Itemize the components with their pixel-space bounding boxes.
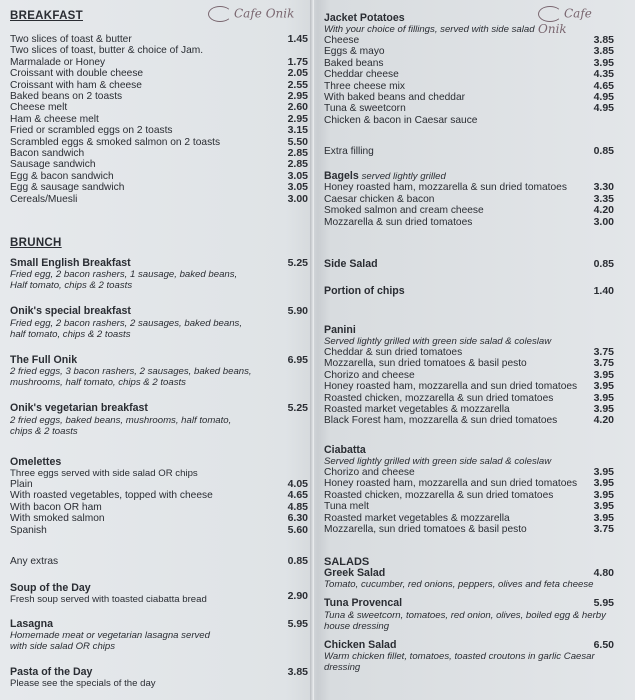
pasta-desc: Please see the specials of the day <box>10 678 156 690</box>
breakfast-item-price: 2.05 <box>287 67 308 80</box>
panini-item-name: Chorizo and cheese <box>324 369 415 381</box>
ciabatta-desc: Served lightly grilled with green side salad & coleslaw <box>324 456 552 467</box>
panini-title: Panini <box>324 324 356 336</box>
panini-item-name: Honey roasted ham, mozzarella and sun dried tomatoes <box>324 381 578 393</box>
ciabatta-list <box>324 467 620 535</box>
ciabatta-item-name: Chorizo and cheese <box>324 467 415 478</box>
side-salad-price: 0.85 <box>593 258 614 270</box>
panini-item-name: Roasted market vegetables & mozzarella <box>324 404 510 416</box>
brunch-item <box>10 257 308 292</box>
salad-desc: Warm chicken fillet, tomatoes, toasted croutons in garlic Caesar <box>324 651 595 663</box>
omelette-row <box>10 489 308 502</box>
jacket-item-name: Tuna & sweetcorn <box>324 103 406 115</box>
side-salad-row <box>324 259 620 270</box>
bagel-item-price: 3.30 <box>593 181 614 194</box>
ciabatta-item-price: 3.75 <box>593 523 614 536</box>
salad-price: 6.50 <box>593 638 614 651</box>
salad-desc: house dressing <box>324 620 390 632</box>
breakfast-item-price: 2.85 <box>287 147 308 160</box>
ciabatta-item-name: Roasted market vegetables & mozzarella <box>324 512 510 524</box>
panini-item-row <box>324 347 620 358</box>
jacket-list <box>324 35 620 126</box>
jacket-item-name: Chicken & bacon in Caesar sauce <box>324 114 478 126</box>
breakfast-item-name: Bacon sandwich <box>10 148 85 160</box>
brunch-title-row <box>10 257 308 269</box>
chips-name: Portion of chips <box>324 285 405 297</box>
ciabatta-section <box>324 444 620 535</box>
omelettes-title: Omelettes <box>10 456 62 468</box>
panini-list <box>324 347 620 427</box>
breakfast-item-name: Croissant with double cheese <box>10 68 144 80</box>
soup-desc: Fresh soup served with toasted ciabatta bread <box>10 594 207 606</box>
brunch-title: Onik's special breakfast <box>10 305 131 318</box>
ciabatta-item-row <box>324 524 620 535</box>
lasagna-section <box>10 618 308 653</box>
ciabatta-item-name: Tuna melt <box>324 501 369 513</box>
bagel-item-price: 4.20 <box>593 204 614 217</box>
swirl-icon <box>208 6 232 22</box>
page-fold <box>310 0 314 700</box>
panini-item-price: 3.95 <box>593 368 614 381</box>
omelettes-section <box>10 456 308 536</box>
lasagna-desc-2: with side salad OR chips <box>10 641 116 653</box>
breakfast-item-name: Scrambled eggs & smoked salmon on 2 toasts <box>10 136 221 148</box>
omelette-row <box>10 500 308 513</box>
panini-item-name: Mozzarella, sun dried tomatoes & basil pesto <box>324 358 527 370</box>
breakfast-item-row <box>10 169 308 182</box>
panini-item-row <box>324 381 620 392</box>
bagel-item-name: Caesar chicken & bacon <box>324 193 435 205</box>
omelette-row <box>10 523 308 536</box>
brunch-desc: mushrooms, half tomato, chips & 2 toasts <box>10 377 186 389</box>
bagel-item-row <box>324 217 620 228</box>
brunch-price: 5.90 <box>287 305 308 318</box>
ciabatta-item-row <box>324 478 620 489</box>
breakfast-heading: BREAKFAST <box>10 10 83 22</box>
brunch-desc: 2 fried eggs, baked beans, mushrooms, half tomato, <box>10 414 232 426</box>
lasagna-title: Lasagna <box>10 618 53 630</box>
omelette-price: 4.05 <box>287 478 308 490</box>
jacket-item-row <box>324 115 620 126</box>
breakfast-item-row <box>10 33 308 45</box>
breakfast-item-name: Ham & cheese melt <box>10 113 99 125</box>
breakfast-item-row <box>10 147 308 160</box>
breakfast-item-row <box>10 101 308 114</box>
extra-filling-price: 0.85 <box>593 145 614 157</box>
omelette-price: 6.30 <box>287 512 308 525</box>
breakfast-item-row <box>10 124 308 137</box>
breakfast-item-price: 2.95 <box>287 112 308 125</box>
jacket-item-price: 3.85 <box>593 34 614 46</box>
chips-price: 1.40 <box>593 285 614 297</box>
soup-title: Soup of the Day <box>10 582 91 594</box>
brunch-item <box>10 353 308 389</box>
lasagna-price: 5.95 <box>287 618 308 630</box>
bagels-list <box>324 182 620 228</box>
jacket-item-price: 3.85 <box>593 45 614 58</box>
jacket-item-price: 3.95 <box>593 56 614 69</box>
omelette-row <box>10 512 308 525</box>
jacket-section <box>324 12 620 126</box>
salad-price: 5.95 <box>593 597 614 610</box>
breakfast-item-row <box>10 55 308 68</box>
panini-item-row <box>324 393 620 404</box>
extras-price: 0.85 <box>287 555 308 567</box>
ciabatta-title: Ciabatta <box>324 444 366 456</box>
panini-item-price: 3.95 <box>593 391 614 404</box>
breakfast-item-price: 3.05 <box>287 169 308 182</box>
brunch-price: 6.95 <box>287 353 308 366</box>
panini-item-name: Black Forest ham, mozzarella & sun dried tomatoes <box>324 415 558 427</box>
breakfast-item-name: Egg & sausage sandwich <box>10 182 125 194</box>
bagels-subtitle: served lightly grilled <box>361 171 446 182</box>
soup-price: 2.90 <box>287 590 308 602</box>
breakfast-item-name: Cereals/Muesli <box>10 193 78 205</box>
extra-filling-row <box>324 146 620 157</box>
panini-section <box>324 324 620 427</box>
salad-desc: dressing <box>324 662 361 674</box>
ciabatta-item-row <box>324 513 620 524</box>
jacket-item-row <box>324 46 620 57</box>
breakfast-item-price: 2.85 <box>287 158 308 171</box>
jacket-desc: With your choice of fillings, served with side salad <box>324 24 535 35</box>
omelette-row <box>10 478 308 490</box>
brunch-title: Onik's vegetarian breakfast <box>10 402 148 415</box>
breakfast-item-row <box>10 67 308 80</box>
brunch-item <box>10 402 308 437</box>
breakfast-item-row <box>10 112 308 125</box>
breakfast-item-price: 3.00 <box>287 192 308 205</box>
extra-filling-name: Extra filling <box>324 146 374 157</box>
brunch-desc: Fried egg, 2 bacon rashers, 2 sausages, baked beans, <box>10 317 242 329</box>
jacket-item-name: Cheese <box>324 35 360 46</box>
ciabatta-item-price: 3.95 <box>593 488 614 501</box>
brand-name: Cafe Onik <box>234 6 295 21</box>
jacket-item-name: Cheddar cheese <box>324 69 399 81</box>
breakfast-item-row <box>10 78 308 91</box>
jacket-item-name: Eggs & mayo <box>324 46 385 58</box>
salad-title-row <box>324 640 620 651</box>
jacket-item-row <box>324 103 620 114</box>
jacket-item-row <box>324 92 620 103</box>
omelette-name: Spanish <box>10 524 47 536</box>
brunch-title: The Full Onik <box>10 353 78 366</box>
brunch-item <box>10 305 308 340</box>
ciabatta-item-name: Mozzarella, sun dried tomatoes & basil pesto <box>324 524 527 536</box>
ciabatta-item-row <box>324 467 620 478</box>
brunch-heading: BRUNCH <box>10 237 62 249</box>
breakfast-item-price: 2.55 <box>287 78 308 91</box>
extras-row <box>10 555 308 567</box>
panini-item-price: 3.95 <box>593 403 614 416</box>
breakfast-item-row <box>10 135 308 148</box>
brand-name-right: Cafe Onik <box>538 6 592 36</box>
ciabatta-item-price: 3.95 <box>593 500 614 513</box>
omelettes-desc: Three eggs served with side salad OR chips <box>10 468 198 479</box>
pasta-price: 3.85 <box>287 666 308 678</box>
salad-desc: Tuna & sweetcorn, tomatoes, red onion, olives, boiled egg & herby <box>324 609 606 621</box>
salad-desc: Tomato, cucumber, red onions, peppers, olives and feta cheese <box>324 579 594 591</box>
breakfast-item-name: Fried or scrambled eggs on 2 toasts <box>10 125 173 137</box>
breakfast-item-name: Croissant with ham & cheese <box>10 79 142 91</box>
omelette-name: With roasted vegetables, topped with cheese <box>10 490 213 502</box>
ciabatta-item-name: Roasted chicken, mozzarella & sun dried tomatoes <box>324 489 554 501</box>
jacket-item-row <box>324 58 620 69</box>
lasagna-desc-1: Homemade meat or vegetarian lasagna served <box>10 630 210 642</box>
salad-title-row <box>324 568 620 579</box>
jacket-item-price: 4.35 <box>593 68 614 81</box>
bagel-item-row <box>324 205 620 216</box>
salad-item <box>324 568 620 590</box>
jacket-item-row <box>324 35 620 46</box>
omelette-price: 5.60 <box>287 523 308 536</box>
breakfast-item-name: Egg & bacon sandwich <box>10 170 114 182</box>
brunch-desc: Half tomato, chips & 2 toasts <box>10 280 133 292</box>
brunch-price: 5.25 <box>287 257 308 269</box>
breakfast-item-name: Two slices of toast, butter & choice of Jam. <box>10 45 204 57</box>
salad-title: Tuna Provencal <box>324 597 403 610</box>
bagels-section <box>324 171 620 228</box>
omelette-price: 4.85 <box>287 500 308 513</box>
breakfast-item-price: 3.05 <box>287 181 308 194</box>
brand-logo <box>208 6 294 22</box>
breakfast-item-price: 1.45 <box>287 33 308 45</box>
salad-title: Chicken Salad <box>324 638 397 651</box>
breakfast-item-price: 5.50 <box>287 135 308 148</box>
breakfast-item-name: Cheese melt <box>10 102 68 114</box>
panini-item-name: Roasted chicken, mozzarella & sun dried tomatoes <box>324 392 554 404</box>
panini-item-price: 3.95 <box>593 380 614 393</box>
ciabatta-item-row <box>324 490 620 501</box>
brunch-title-row <box>10 402 308 415</box>
brunch-desc: chips & 2 toasts <box>10 425 78 437</box>
panini-item-row <box>324 415 620 426</box>
ciabatta-item-name: Honey roasted ham, mozzarella and sun dried tomatoes <box>324 478 578 490</box>
panini-desc: Served lightly grilled with green side salad & coleslaw <box>324 336 552 347</box>
panini-item-row <box>324 370 620 381</box>
salad-title-row <box>324 598 620 609</box>
bagel-item-name: Smoked salmon and cream cheese <box>324 205 484 217</box>
brunch-title: Small English Breakfast <box>10 257 131 269</box>
chips-row <box>324 286 620 297</box>
salad-item <box>324 640 620 673</box>
salads-section <box>324 556 620 681</box>
ciabatta-item-price: 3.95 <box>593 511 614 524</box>
brunch-list <box>10 257 308 452</box>
omelette-name: With smoked salmon <box>10 513 105 525</box>
breakfast-item-row <box>10 192 308 205</box>
breakfast-item-row <box>10 181 308 194</box>
breakfast-item-name: Baked beans on 2 toasts <box>10 91 123 103</box>
omelettes-list <box>10 478 308 536</box>
panini-item-name: Cheddar & sun dried tomatoes <box>324 347 463 358</box>
breakfast-item-price: 2.60 <box>287 101 308 114</box>
ciabatta-item-row <box>324 501 620 512</box>
omelette-name: With bacon OR ham <box>10 501 102 513</box>
bagel-item-row <box>324 182 620 193</box>
breakfast-item-row <box>10 158 308 171</box>
brunch-title-row <box>10 305 308 318</box>
panini-item-row <box>324 404 620 415</box>
brunch-price: 5.25 <box>287 402 308 415</box>
salads-list <box>324 568 620 673</box>
breakfast-item-row <box>10 90 308 103</box>
omelette-name: Plain <box>10 479 33 490</box>
panini-item-price: 4.20 <box>593 414 614 427</box>
pasta-title: Pasta of the Day <box>10 666 93 678</box>
jacket-item-price: 4.95 <box>593 102 614 115</box>
salads-heading: SALADS <box>324 556 370 568</box>
jacket-item-row <box>324 81 620 92</box>
jacket-item-price: 4.65 <box>593 79 614 92</box>
breakfast-item-name: Sausage sandwich <box>10 159 96 171</box>
bagel-item-price: 3.00 <box>593 215 614 228</box>
jacket-item-name: Three cheese mix <box>324 80 405 92</box>
bagel-item-price: 3.35 <box>593 192 614 205</box>
salad-title: Greek Salad <box>324 567 386 579</box>
brunch-title-row <box>10 353 308 366</box>
breakfast-item-price: 1.75 <box>287 55 308 68</box>
breakfast-list <box>10 33 308 205</box>
breakfast-item-price: 2.95 <box>287 90 308 103</box>
jacket-item-row <box>324 69 620 80</box>
pasta-section <box>10 666 308 690</box>
panini-item-price: 3.75 <box>593 357 614 370</box>
panini-item-price: 3.75 <box>593 346 614 358</box>
jacket-title: Jacket Potatoes <box>324 12 405 24</box>
salad-item <box>324 598 620 631</box>
jacket-item-name: With baked beans and cheddar <box>324 92 466 104</box>
omelette-price: 4.65 <box>287 489 308 502</box>
bagel-item-name: Mozzarella & sun dried tomatoes <box>324 216 473 228</box>
breakfast-item-name: Marmalade or Honey <box>10 56 106 68</box>
salad-price: 4.80 <box>593 567 614 579</box>
jacket-item-price: 4.95 <box>593 91 614 104</box>
side-salad-name: Side Salad <box>324 258 378 270</box>
brunch-desc: 2 fried eggs, 3 bacon rashers, 2 sausages, baked beans, <box>10 366 252 378</box>
extras-name: Any extras <box>10 556 59 567</box>
jacket-item-name: Baked beans <box>324 57 384 69</box>
bagel-item-name: Honey roasted ham, mozzarella & sun dried tomatoes <box>324 182 567 194</box>
bagel-item-row <box>324 194 620 205</box>
brunch-desc: half tomato, chips & 2 toasts <box>10 328 131 340</box>
brunch-desc: Fried egg, 2 bacon rashers, 1 sausage, baked beans, <box>10 269 238 281</box>
panini-item-row <box>324 358 620 369</box>
breakfast-item-price: 3.15 <box>287 124 308 137</box>
bagels-title: Bagels <box>324 170 359 182</box>
ciabatta-item-price: 3.95 <box>593 477 614 490</box>
breakfast-item-name: Two slices of toast & butter <box>10 34 132 45</box>
ciabatta-item-price: 3.95 <box>593 466 614 478</box>
soup-section <box>10 582 308 606</box>
breakfast-item-row <box>10 45 300 56</box>
